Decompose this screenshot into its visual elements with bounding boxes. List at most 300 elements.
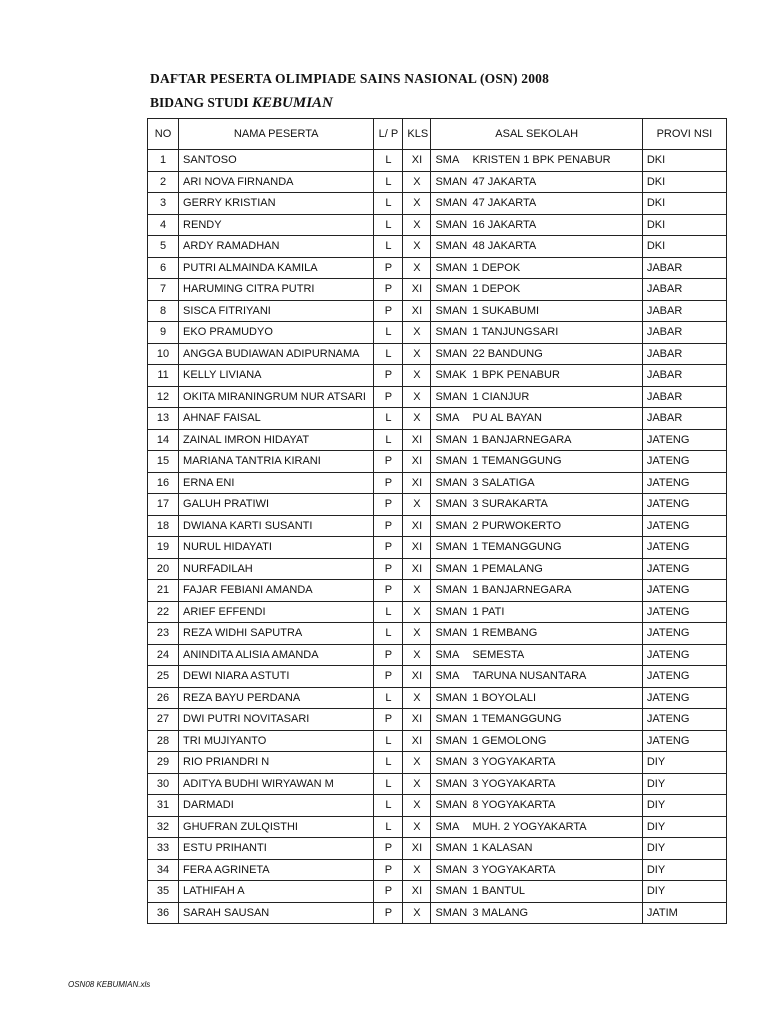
cell-name: FAJAR FEBIANI AMANDA (179, 580, 374, 602)
cell-class: XI (403, 881, 431, 903)
school-type: SMAN (435, 906, 468, 919)
school-name: 1 PEMALANG (472, 562, 543, 575)
table-row (148, 644, 727, 666)
school-name: 16 JAKARTA (472, 218, 537, 231)
cell-school (431, 408, 642, 430)
cell-school (431, 902, 642, 924)
cell-province: JATENG (642, 709, 726, 731)
cell-gender: P (374, 365, 403, 387)
cell-school (431, 193, 642, 215)
cell-province: DKI (642, 171, 726, 193)
cell-gender: P (374, 300, 403, 322)
cell-class: XI (403, 150, 431, 172)
cell-school (431, 451, 642, 473)
table-row (148, 451, 727, 473)
cell-no: 21 (148, 580, 179, 602)
school-name: 3 SURAKARTA (472, 498, 548, 511)
cell-province: DKI (642, 193, 726, 215)
cell-class: XI (403, 709, 431, 731)
cell-no: 24 (148, 644, 179, 666)
school-type: SMAN (435, 541, 468, 554)
cell-name: ARI NOVA FIRNANDA (179, 171, 374, 193)
cell-province: JATENG (642, 472, 726, 494)
school-name: 1 PATI (472, 605, 505, 618)
cell-no: 15 (148, 451, 179, 473)
cell-no: 13 (148, 408, 179, 430)
cell-province: JABAR (642, 343, 726, 365)
cell-province: JATENG (642, 494, 726, 516)
cell-province: JABAR (642, 408, 726, 430)
cell-province: JATENG (642, 644, 726, 666)
school-type: SMA (435, 820, 460, 833)
cell-no: 19 (148, 537, 179, 559)
cell-class: XI (403, 279, 431, 301)
school-name: 1 DEPOK (472, 283, 521, 296)
school-name: TARUNA NUSANTARA (472, 670, 587, 683)
cell-no: 7 (148, 279, 179, 301)
school-type: SMAN (435, 433, 468, 446)
school-type: SMAN (435, 863, 468, 876)
cell-no: 17 (148, 494, 179, 516)
cell-school (431, 859, 642, 881)
cell-gender: P (374, 902, 403, 924)
cell-class: X (403, 601, 431, 623)
cell-gender: L (374, 795, 403, 817)
cell-province: JATENG (642, 515, 726, 537)
cell-no: 32 (148, 816, 179, 838)
cell-class: X (403, 236, 431, 258)
school-name: MUH. 2 YOGYAKARTA (472, 820, 587, 833)
table-row (148, 687, 727, 709)
cell-class: X (403, 386, 431, 408)
table-row (148, 343, 727, 365)
cell-school (431, 300, 642, 322)
cell-no: 3 (148, 193, 179, 215)
cell-name: RENDY (179, 214, 374, 236)
table-row (148, 236, 727, 258)
school-name: 1 TEMANGGUNG (472, 541, 562, 554)
cell-school (431, 236, 642, 258)
header-gender: L/ P (374, 119, 403, 150)
cell-class: X (403, 214, 431, 236)
cell-school (431, 601, 642, 623)
table-row (148, 859, 727, 881)
cell-gender: L (374, 236, 403, 258)
cell-class: XI (403, 537, 431, 559)
cell-gender: P (374, 257, 403, 279)
cell-no: 8 (148, 300, 179, 322)
cell-no: 34 (148, 859, 179, 881)
cell-class: X (403, 322, 431, 344)
school-type: SMAN (435, 326, 468, 339)
table-row (148, 601, 727, 623)
table-row (148, 193, 727, 215)
school-name: 22 BANDUNG (472, 347, 543, 360)
school-type: SMAN (435, 218, 468, 231)
cell-name: SANTOSO (179, 150, 374, 172)
cell-province: DKI (642, 236, 726, 258)
cell-school (431, 644, 642, 666)
school-name: 1 BANJARNEGARA (472, 433, 572, 446)
cell-school (431, 838, 642, 860)
cell-province: DKI (642, 214, 726, 236)
cell-no: 11 (148, 365, 179, 387)
cell-no: 31 (148, 795, 179, 817)
school-name: 2 PURWOKERTO (472, 519, 562, 532)
table-row (148, 365, 727, 387)
table-row (148, 709, 727, 731)
cell-no: 18 (148, 515, 179, 537)
cell-gender: L (374, 429, 403, 451)
cell-class: X (403, 343, 431, 365)
cell-no: 12 (148, 386, 179, 408)
school-type: SMA (435, 154, 460, 167)
cell-school (431, 322, 642, 344)
cell-school (431, 795, 642, 817)
cell-school (431, 279, 642, 301)
cell-no: 23 (148, 623, 179, 645)
cell-school (431, 752, 642, 774)
table-row (148, 429, 727, 451)
cell-class: X (403, 580, 431, 602)
school-type: SMAN (435, 691, 468, 704)
table-row (148, 300, 727, 322)
table-row (148, 881, 727, 903)
cell-class: X (403, 494, 431, 516)
cell-no: 30 (148, 773, 179, 795)
table-row (148, 279, 727, 301)
cell-class: XI (403, 730, 431, 752)
table-row (148, 537, 727, 559)
cell-name: DARMADI (179, 795, 374, 817)
table-row (148, 214, 727, 236)
school-type: SMAN (435, 777, 468, 790)
cell-school (431, 730, 642, 752)
cell-school (431, 709, 642, 731)
table-row (148, 558, 727, 580)
school-type: SMAN (435, 713, 468, 726)
cell-gender: L (374, 150, 403, 172)
cell-no: 36 (148, 902, 179, 924)
cell-name: ANGGA BUDIAWAN ADIPURNAMA (179, 343, 374, 365)
cell-gender: P (374, 859, 403, 881)
cell-gender: P (374, 537, 403, 559)
cell-province: JATENG (642, 730, 726, 752)
cell-class: X (403, 795, 431, 817)
school-type: SMAN (435, 390, 468, 403)
cell-no: 10 (148, 343, 179, 365)
document-title: DAFTAR PESERTA OLIMPIADE SAINS NASIONAL (OSN) 2008 (150, 71, 550, 86)
cell-gender: L (374, 343, 403, 365)
school-name: 1 GEMOLONG (472, 734, 547, 747)
cell-school (431, 150, 642, 172)
cell-school (431, 171, 642, 193)
cell-no: 20 (148, 558, 179, 580)
cell-school (431, 365, 642, 387)
cell-class: XI (403, 300, 431, 322)
cell-name: ARDY RAMADHAN (179, 236, 374, 258)
table-row (148, 730, 727, 752)
cell-no: 1 (148, 150, 179, 172)
table-row (148, 408, 727, 430)
cell-province: DIY (642, 752, 726, 774)
school-type: SMAN (435, 283, 468, 296)
cell-gender: P (374, 709, 403, 731)
cell-no: 22 (148, 601, 179, 623)
cell-gender: P (374, 451, 403, 473)
cell-class: XI (403, 451, 431, 473)
cell-name: ARIEF EFFENDI (179, 601, 374, 623)
cell-no: 16 (148, 472, 179, 494)
cell-province: JATENG (642, 687, 726, 709)
table-row (148, 515, 727, 537)
cell-name: ESTU PRIHANTI (179, 838, 374, 860)
school-name: 3 YOGYAKARTA (472, 863, 556, 876)
cell-school (431, 214, 642, 236)
cell-gender: L (374, 730, 403, 752)
header-no: NO (148, 119, 179, 150)
cell-name: PUTRI ALMAINDA KAMILA (179, 257, 374, 279)
school-type: SMAK (435, 369, 467, 382)
cell-gender: L (374, 601, 403, 623)
school-name: 8 YOGYAKARTA (472, 799, 556, 812)
cell-school (431, 472, 642, 494)
cell-province: JATENG (642, 451, 726, 473)
table-row (148, 472, 727, 494)
cell-class: X (403, 644, 431, 666)
school-type: SMAN (435, 519, 468, 532)
cell-gender: P (374, 558, 403, 580)
cell-class: XI (403, 558, 431, 580)
cell-name: AHNAF FAISAL (179, 408, 374, 430)
cell-province: DKI (642, 150, 726, 172)
cell-class: X (403, 171, 431, 193)
cell-name: HARUMING CITRA PUTRI (179, 279, 374, 301)
cell-class: X (403, 816, 431, 838)
school-name: 1 TEMANGGUNG (472, 713, 562, 726)
cell-province: JATIM (642, 902, 726, 924)
document-subtitle (150, 95, 333, 112)
cell-gender: L (374, 752, 403, 774)
cell-class: X (403, 365, 431, 387)
cell-class: X (403, 193, 431, 215)
participants-table (147, 118, 727, 924)
school-name: 1 BPK PENABUR (472, 369, 560, 382)
header-name: NAMA PESERTA (179, 119, 374, 150)
school-type: SMAN (435, 885, 468, 898)
cell-province: JABAR (642, 300, 726, 322)
cell-name: NURUL HIDAYATI (179, 537, 374, 559)
cell-gender: P (374, 279, 403, 301)
cell-name: RIO PRIANDRI N (179, 752, 374, 774)
cell-gender: P (374, 515, 403, 537)
table-row (148, 171, 727, 193)
cell-no: 9 (148, 322, 179, 344)
school-name: 3 YOGYAKARTA (472, 777, 556, 790)
cell-gender: P (374, 666, 403, 688)
cell-gender: L (374, 773, 403, 795)
school-type: SMA (435, 648, 460, 661)
table-row (148, 838, 727, 860)
school-name: 1 TANJUNGSARI (472, 326, 559, 339)
cell-province: JATENG (642, 623, 726, 645)
cell-no: 5 (148, 236, 179, 258)
cell-class: X (403, 687, 431, 709)
cell-no: 27 (148, 709, 179, 731)
cell-no: 29 (148, 752, 179, 774)
cell-school (431, 429, 642, 451)
cell-gender: P (374, 494, 403, 516)
school-name: 1 REMBANG (472, 627, 538, 640)
school-name: 1 DEPOK (472, 261, 521, 274)
cell-class: X (403, 623, 431, 645)
cell-province: DIY (642, 838, 726, 860)
table-row (148, 150, 727, 172)
cell-no: 33 (148, 838, 179, 860)
cell-gender: P (374, 580, 403, 602)
table-row (148, 322, 727, 344)
school-type: SMAN (435, 476, 468, 489)
cell-class: X (403, 752, 431, 774)
cell-class: X (403, 902, 431, 924)
cell-class: XI (403, 515, 431, 537)
school-type: SMAN (435, 455, 468, 468)
cell-no: 2 (148, 171, 179, 193)
cell-school (431, 816, 642, 838)
school-name: 48 JAKARTA (472, 240, 537, 253)
cell-gender: L (374, 171, 403, 193)
cell-gender: L (374, 193, 403, 215)
school-type: SMAN (435, 842, 468, 855)
school-type: SMAN (435, 261, 468, 274)
school-type: SMA (435, 670, 460, 683)
table-row (148, 752, 727, 774)
cell-gender: P (374, 838, 403, 860)
cell-no: 25 (148, 666, 179, 688)
cell-school (431, 623, 642, 645)
cell-province: JABAR (642, 257, 726, 279)
cell-gender: L (374, 687, 403, 709)
cell-class: XI (403, 472, 431, 494)
cell-gender: P (374, 881, 403, 903)
school-name: 3 YOGYAKARTA (472, 756, 556, 769)
cell-school (431, 343, 642, 365)
cell-province: DIY (642, 795, 726, 817)
school-type: SMA (435, 412, 460, 425)
cell-province: JATENG (642, 580, 726, 602)
cell-name: REZA BAYU PERDANA (179, 687, 374, 709)
table-header-row (148, 119, 727, 150)
school-type: SMAN (435, 584, 468, 597)
school-type: SMAN (435, 605, 468, 618)
cell-no: 14 (148, 429, 179, 451)
cell-name: ERNA ENI (179, 472, 374, 494)
school-type: SMAN (435, 562, 468, 575)
cell-class: X (403, 859, 431, 881)
subtitle-prefix: BIDANG STUDI (150, 95, 249, 110)
file-name-footer: OSN08 KEBUMIAN.xls (68, 980, 151, 989)
cell-no: 28 (148, 730, 179, 752)
school-name: 3 SALATIGA (472, 476, 535, 489)
header-class: KLS (403, 119, 431, 150)
cell-school (431, 580, 642, 602)
subtitle-field: KEBUMIAN (252, 95, 333, 111)
cell-name: GHUFRAN ZULQISTHI (179, 816, 374, 838)
cell-class: X (403, 408, 431, 430)
school-type: SMAN (435, 627, 468, 640)
cell-name: EKO PRAMUDYO (179, 322, 374, 344)
cell-province: JATENG (642, 666, 726, 688)
cell-school (431, 687, 642, 709)
school-name: 1 BANJARNEGARA (472, 584, 572, 597)
school-name: 47 JAKARTA (472, 197, 537, 210)
school-name: KRISTEN 1 BPK PENABUR (472, 154, 611, 167)
cell-school (431, 257, 642, 279)
school-name: 3 MALANG (472, 906, 529, 919)
cell-class: X (403, 773, 431, 795)
cell-gender: P (374, 386, 403, 408)
table-body (148, 150, 727, 924)
cell-province: DIY (642, 816, 726, 838)
header-school: ASAL SEKOLAH (431, 119, 642, 150)
cell-name: KELLY LIVIANA (179, 365, 374, 387)
cell-gender: P (374, 472, 403, 494)
cell-name: SARAH SAUSAN (179, 902, 374, 924)
cell-province: JABAR (642, 386, 726, 408)
cell-school (431, 881, 642, 903)
school-type: SMAN (435, 498, 468, 511)
cell-school (431, 558, 642, 580)
cell-province: JATENG (642, 537, 726, 559)
cell-gender: L (374, 623, 403, 645)
cell-class: XI (403, 838, 431, 860)
school-type: SMAN (435, 197, 468, 210)
cell-name: DEWI NIARA ASTUTI (179, 666, 374, 688)
cell-no: 6 (148, 257, 179, 279)
cell-name: NURFADILAH (179, 558, 374, 580)
school-name: 1 CIANJUR (472, 390, 530, 403)
cell-province: JATENG (642, 558, 726, 580)
school-name: 1 BANTUL (472, 885, 526, 898)
cell-gender: P (374, 644, 403, 666)
cell-school (431, 537, 642, 559)
school-type: SMAN (435, 175, 468, 188)
cell-name: ZAINAL IMRON HIDAYAT (179, 429, 374, 451)
table-row (148, 795, 727, 817)
cell-gender: L (374, 408, 403, 430)
cell-name: TRI MUJIYANTO (179, 730, 374, 752)
table-row (148, 623, 727, 645)
cell-name: GERRY KRISTIAN (179, 193, 374, 215)
cell-province: DIY (642, 859, 726, 881)
school-name: SEMESTA (472, 648, 525, 661)
school-type: SMAN (435, 799, 468, 812)
school-type: SMAN (435, 240, 468, 253)
school-type: SMAN (435, 734, 468, 747)
school-name: 1 BOYOLALI (472, 691, 537, 704)
school-type: SMAN (435, 347, 468, 360)
table-row (148, 816, 727, 838)
header-province: PROVI NSI (642, 119, 726, 150)
cell-name: SISCA FITRIYANI (179, 300, 374, 322)
cell-name: DWIANA KARTI SUSANTI (179, 515, 374, 537)
table-row (148, 580, 727, 602)
cell-class: XI (403, 666, 431, 688)
cell-province: JABAR (642, 322, 726, 344)
table-row (148, 773, 727, 795)
cell-province: JABAR (642, 365, 726, 387)
cell-name: ADITYA BUDHI WIRYAWAN M (179, 773, 374, 795)
